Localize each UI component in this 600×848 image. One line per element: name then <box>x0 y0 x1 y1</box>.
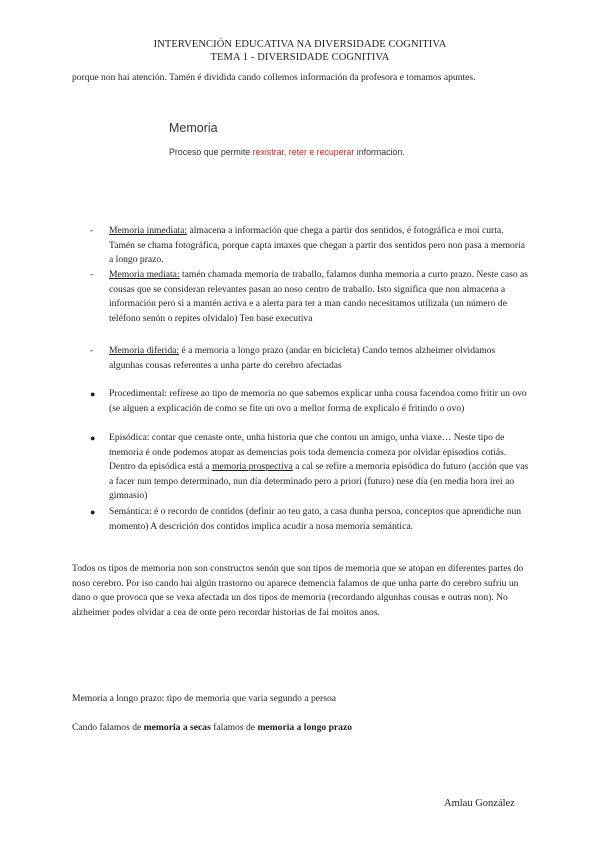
definition-end: información. <box>354 147 405 157</box>
term-label: Memoria inmediata: <box>109 225 188 236</box>
dash-marker: - <box>90 345 94 356</box>
memory-type-deferred <box>90 344 530 373</box>
term-label: Memoria mediata: <box>109 269 180 280</box>
item-text: Procedimental: refírese ao tipo de memoria no que sabemos explicar unha cousa facendoa como fritir un ovo (se alguen a explicación de como se fite un ovo a mellor forma de explicalo é fritindo o ovo) <box>109 388 527 414</box>
term-description: é a memoria a longo prazo (andar en bicicleta) Cando temos alzheimer olvidamos algunhas cousas referentes a unha parte do cerebro afectadas <box>109 345 496 371</box>
item-text-after: a cal se refire a memoria episódica do futuro (acción que vas a facer nun tempo determinado, nun día determinado pero a priori (futuro) nese día (en media hora irei ao gimnasio) <box>109 461 529 502</box>
definition-highlight: rexistrar, reter e recuperar <box>252 147 355 157</box>
term-description: tamén chamada memoria de traballo, falamos dunha memoria a curto prazo. Neste caso as cousas que se consideran relevantes pasan ao noso centro de traballo. Isto significa que non almacena a información pero si a mantén activa e a alerta para ter a man cando necesitamos utilizala (un número de teléfono senón o repites olvidalo) Ten base executiva <box>109 269 529 324</box>
definition-start: Proceso que permite <box>169 147 253 157</box>
note-bold-term: memoria a secas <box>143 722 211 733</box>
bullet-marker: ● <box>90 389 96 399</box>
note-start: Cando falamos de <box>72 722 144 733</box>
item-underlined-term: memoria prospectiva <box>212 461 293 473</box>
dash-marker: - <box>90 225 94 236</box>
unit-title: TEMA 1 - DIVERSIDADE COGNITIVA <box>210 52 390 63</box>
memory-type-immediate <box>90 224 530 268</box>
memory-note <box>72 721 532 736</box>
long-term-note: Memoria a longo prazo: tipo de memoria que varia segundo a persoa <box>72 693 337 704</box>
memory-type-episodic <box>90 431 530 504</box>
author-name: Amlau González <box>444 798 515 809</box>
page-header <box>0 38 600 64</box>
memory-box-title: Memoria <box>169 121 218 135</box>
memory-box-definition <box>169 146 419 158</box>
bullet-marker: ● <box>90 507 96 517</box>
intro-paragraph: porque non hai atención. Tamén é dividida cando collemos información da profesora e tomamos apuntes. <box>72 72 476 83</box>
memory-type-mediate <box>90 268 530 326</box>
term-description: almacena a información que chega a partir dos sentidos, é fotográfica e moi curta. Tamén se chama fotográfica, porque capta imaxes que chegan a partir dos sentidos pero non pasa a memoria a longo prazo. <box>109 225 525 266</box>
memory-type-semantic <box>90 505 530 534</box>
item-text: Semántica: é o recordo de contidos (definir ao teu gato, a casa dunha persoa, conceptos que aprendiche nun momento) A descrición dos contidos implica acudir a nosa memoria semántica. <box>109 506 522 532</box>
item-text-before: Episódica: contar que cenaste onte, unha historia que che contou un amigo, unha viaxe… Neste tipo de memoria é onde podemos atopar as demencias pois toda demencia comeza por olvidar episodios cotiás. Dentro da episódica está a <box>109 432 507 473</box>
course-title: INTERVENCIÓN EDUCATIVA NA DIVERSIDADE COGNITIVA <box>153 39 447 50</box>
memory-type-procedural <box>90 387 530 416</box>
bullet-marker: ● <box>90 433 96 443</box>
term-label: Memoria diferida: <box>109 345 180 356</box>
note-middle: falamos de <box>210 722 258 733</box>
note-bold-term-2: memoria a longo prazo <box>257 722 353 733</box>
summary-paragraph: Todos os tipos de memoria non son constructos senón que son tipos de memoria que se atopan en diferentes partes do noso cerebro. Por iso cando hai algún trastorno ou aparece demencia falamos de que unha parte do cerebro sufriu un dano o que provoca que se vexa afectada un dos tipos de memoria (recordando algunhas cousas e outras non). No alzheimer podes olvidar a cea de onte pero recordar historias de fai moitos anos. <box>72 563 524 618</box>
dash-marker: - <box>90 269 94 280</box>
